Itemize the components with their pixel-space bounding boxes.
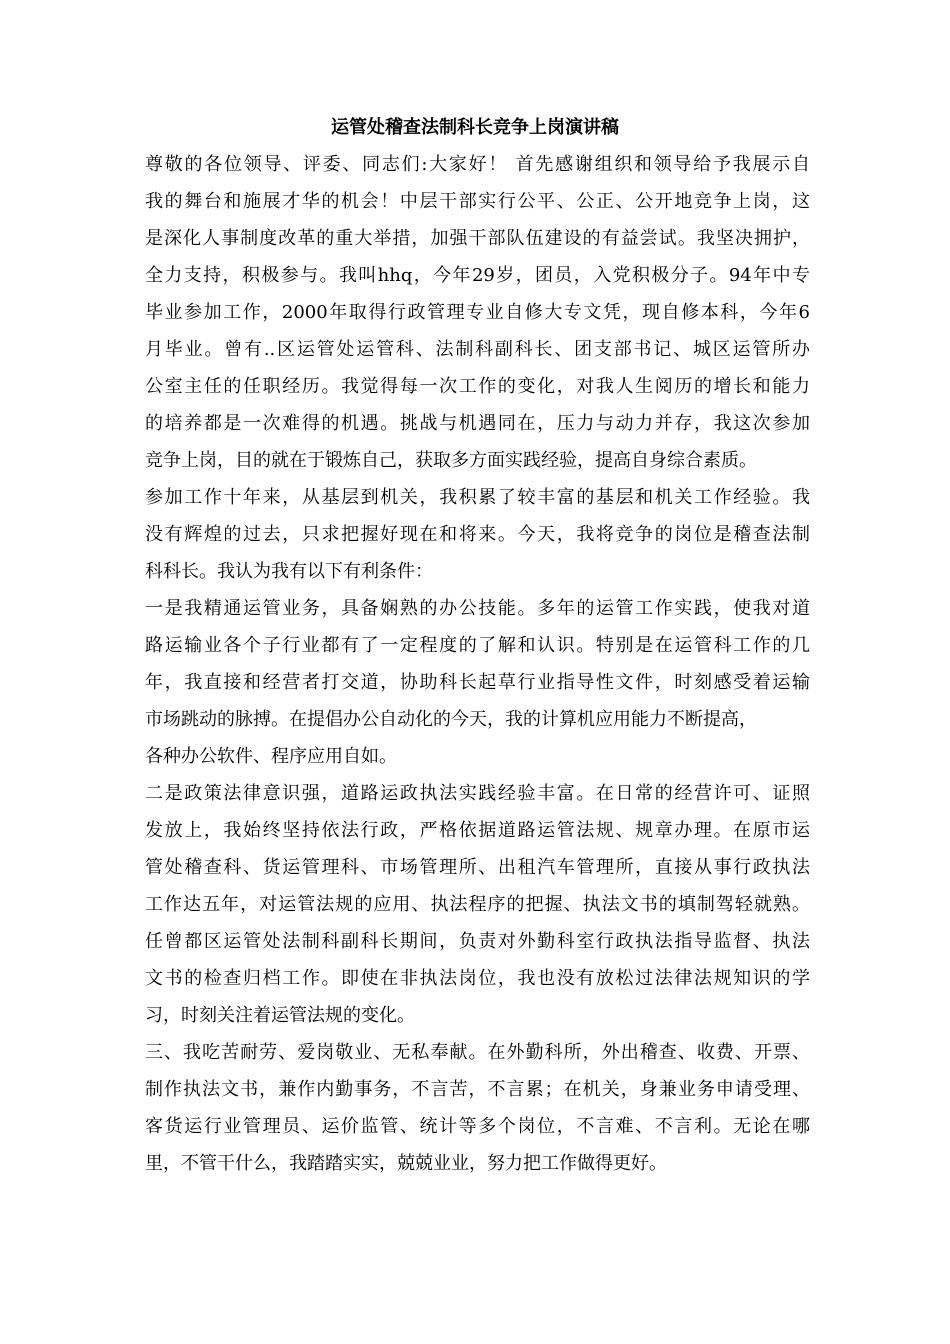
body-line: 参加工作十年来，从基层到机关，我积累了较丰富的基层和机关工作经验。我 — [145, 487, 810, 508]
body-line: 没有辉煌的过去，只求把握好现在和将来。今天，我将竞争的岗位是稽查法制 — [145, 524, 810, 545]
body-line: 工作达五年，对运管法规的应用、执法程序的把握、执法文书的填制驾轻就熟。 — [145, 894, 810, 915]
body-line: 是深化人事制度改革的重大举措，加强干部队伍建设的有益尝试。我坚决拥护， — [145, 228, 810, 249]
body-line: 路运输业各个子行业都有了一定程度的了解和认识。特别是在运管科工作的几 — [145, 635, 810, 656]
body-line: 市场跳动的脉搏。在提倡办公自动化的今天，我的计算机应用能力不断提高， — [145, 709, 757, 730]
body-line: 月毕业。曾有..区运管处运管科、法制科副科长、团支部书记、城区运管所办 — [145, 339, 810, 360]
body-line: 一是我精通运管业务，具备娴熟的办公技能。多年的运管工作实践，使我对道 — [145, 598, 810, 619]
body-line: 客货运行业管理员、运价监管、统计等多个岗位，不言难、不言利。无论在哪 — [145, 1116, 810, 1137]
body-line: 全力支持，积极参与。我叫hhq，今年29岁，团员，入党积极分子。94年中专 — [145, 265, 810, 286]
body-line: 的培养都是一次难得的机遇。挑战与机遇同在，压力与动力并存，我这次参加 — [145, 413, 810, 434]
body-line: 科科长。我认为我有以下有利条件： — [145, 561, 433, 582]
body-line: 发放上，我始终坚持依法行政，严格依据道路运管法规、规章办理。在原市运 — [145, 820, 810, 841]
body-line: 三、我吃苦耐劳、爱岗敬业、无私奉献。在外勤科所，外出稽查、收费、开票、 — [145, 1042, 810, 1063]
body-line: 习，时刻关注着运管法规的变化。 — [145, 1005, 415, 1026]
body-line: 二是政策法律意识强，道路运政执法实践经验丰富。在日常的经营许可、证照 — [145, 783, 810, 804]
body-line: 毕业参加工作，2000年取得行政管理专业自修大专文凭，现自修本科，今年6 — [145, 302, 810, 323]
body-line: 竞争上岗，目的就在于锻炼自己，获取多方面实践经验，提高自身综合素质。 — [145, 450, 757, 471]
document-body — [145, 146, 810, 1182]
body-line: 任曾都区运管处法制科副科长期间，负责对外勤科室行政执法指导监督、执法 — [145, 931, 810, 952]
body-line: 公室主任的任职经历。我觉得每一次工作的变化，对我人生阅历的增长和能力 — [145, 376, 810, 397]
body-line: 我的舞台和施展才华的机会！中层干部实行公平、公正、公开地竞争上岗，这 — [145, 191, 810, 212]
body-line: 尊敬的各位领导、评委、同志们:大家好！ 首先感谢组织和领导给予我展示自 — [145, 154, 810, 175]
body-line: 各种办公软件、程序应用自如。 — [145, 746, 397, 767]
document-title: 运管处稽查法制科长竞争上岗演讲稿 — [331, 117, 619, 138]
body-line: 制作执法文书，兼作内勤事务，不言苦，不言累；在机关，身兼业务申请受理、 — [145, 1079, 810, 1100]
body-line: 里，不管干什么，我踏踏实实，兢兢业业，努力把工作做得更好。 — [145, 1153, 667, 1174]
body-line: 文书的检查归档工作。即使在非执法岗位，我也没有放松过法律法规知识的学 — [145, 968, 810, 989]
body-line: 年，我直接和经营者打交道，协助科长起草行业指导性文件，时刻感受着运输 — [145, 672, 810, 693]
body-line: 管处稽查科、货运管理科、市场管理所、出租汽车管理所，直接从事行政执法 — [145, 857, 810, 878]
